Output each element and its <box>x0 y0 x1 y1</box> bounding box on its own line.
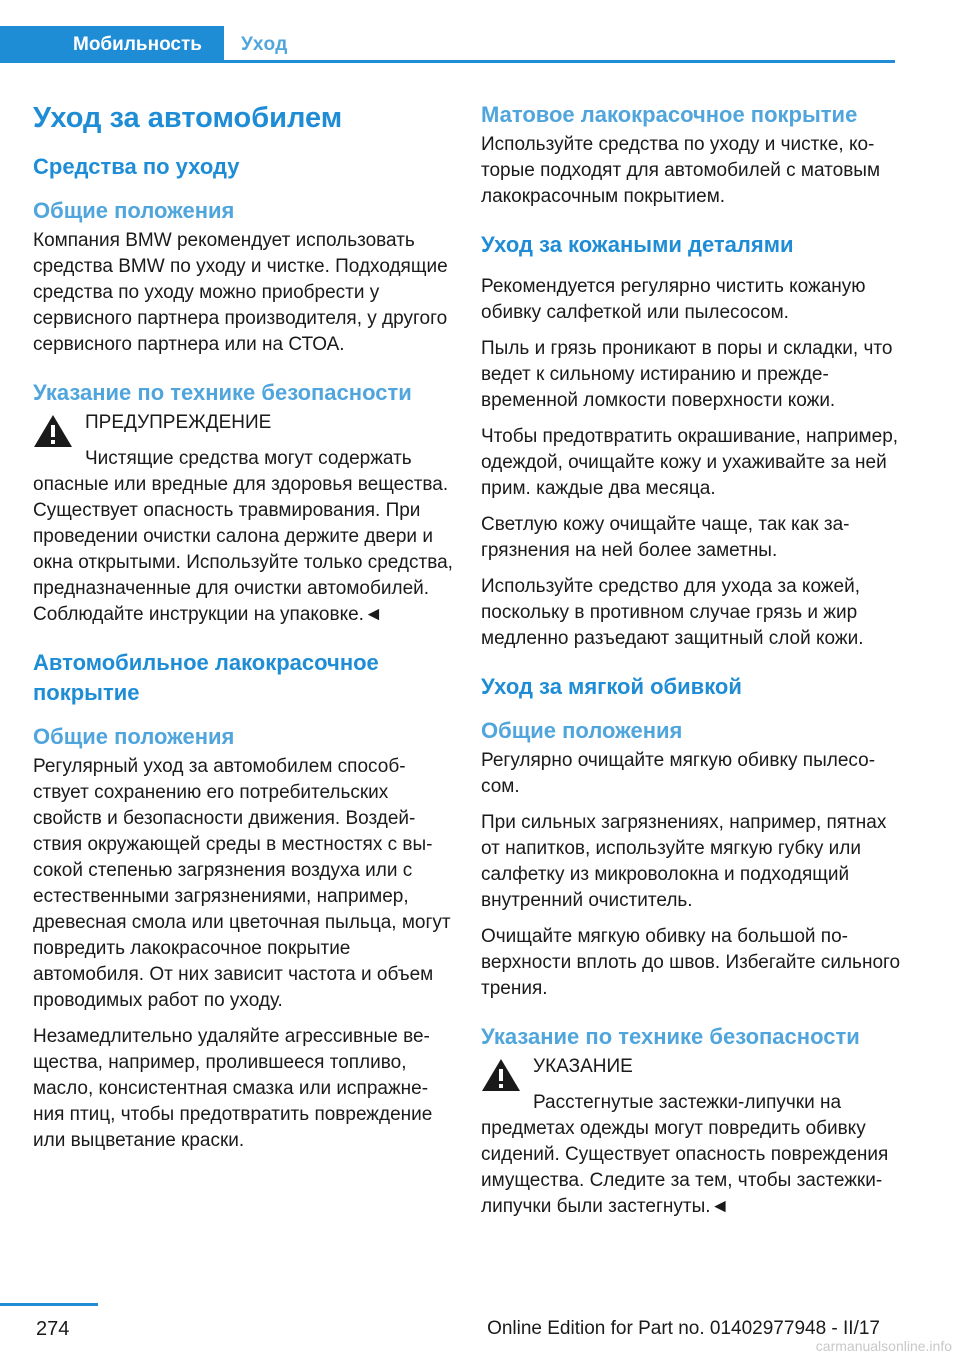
warning-block <box>33 410 453 628</box>
paragraph-soft-1: Регулярно очищайте мягкую обивку пылесосом. <box>481 750 876 797</box>
notice-text: Расстегнутые застежки-липучки на предметах одежды могут повредить обивку сидений. Существует опасность повреждения имущества. Следите за тем, чтобы застежки-липучки были застегнуты.◄ <box>481 1092 889 1217</box>
warning-label: ПРЕДУПРЕЖДЕНИЕ <box>85 412 272 433</box>
paragraph-leather-1: Рекомендуется регулярно чистить кожаную обивку салфеткой или пылесосом. <box>481 276 866 323</box>
paragraph-leather-4: Светлую кожу очищайте чаще, так как загрязнения на ней более заметны. <box>481 514 850 561</box>
paragraph-general: Компания BMW рекомендует использовать средства BMW по уходу и чистке. Подходящие средства по уходу можно приобрести у сервисного партнера производителя, у другого сервисного партнера или на СТОА. <box>33 230 448 355</box>
notice-label: УКАЗАНИЕ <box>533 1056 633 1077</box>
heading-safety: Указание по технике безопасности <box>33 380 412 405</box>
footer-rule <box>0 1303 98 1306</box>
right-column <box>481 100 901 1230</box>
heading-soft-upholstery: Уход за мягкой обивкой <box>481 674 742 699</box>
tab-mobility[interactable]: Мобильность <box>0 26 224 63</box>
edition-info: Online Edition for Part no. 01402977948 - II/17 <box>487 1318 880 1339</box>
paragraph-paint-2: Незамедлительно удаляйте агрессивные вещества, например, пролившееся топливо, масло, консистентная смазка или испражнения птиц, чтобы предотвратить повреждение или выцветание краски. <box>33 1026 433 1151</box>
heading-general-paint: Общие положения <box>33 724 235 749</box>
heading-safety-soft: Указание по технике безопасности <box>481 1024 860 1049</box>
header-rule <box>0 60 895 63</box>
header-bar <box>0 26 895 63</box>
notice-block <box>481 1054 901 1220</box>
warning-triangle-icon <box>481 1058 521 1092</box>
paragraph-leather-3: Чтобы предотвратить окрашивание, например, одеждой, очищайте кожу и ухаживайте за ней прим. каждые два месяца. <box>481 426 899 499</box>
page-title: Уход за автомобилем <box>33 102 343 134</box>
heading-leather: Уход за кожаными деталями <box>481 232 794 257</box>
warning-triangle-icon <box>33 414 73 448</box>
paragraph-soft-2: При сильных загрязнениях, например, пятнах от напитков, используйте мягкую губку или салфетку из микроволокна и подходящий внутренний очиститель. <box>481 812 887 911</box>
paragraph-leather-2: Пыль и грязь проникают в поры и складки, что ведет к сильному истиранию и преждевременной ломкости поверхности кожи. <box>481 338 893 411</box>
heading-general-soft: Общие положения <box>481 718 683 743</box>
paragraph-matte: Используйте средства по уходу и чистке, которые подходят для автомобилей с матовым лакокрасочным покрытием. <box>481 134 881 207</box>
warning-text: Чистящие средства могут содержать опасные или вредные для здоровья вещества. Существует опасность травмирования. При проведении очистки салона держите двери и окна открытыми. Используйте только средства, предназначенные для очистки автомобилей. Соблюдайте инструкции на упаковке.◄ <box>33 448 453 625</box>
watermark: carmanualsonline.info <box>815 1338 952 1354</box>
heading-matte-paint: Матовое лакокрасочное покрытие <box>481 102 858 127</box>
tab-care[interactable]: Уход <box>241 34 288 55</box>
heading-paint: Автомобильное лакокрасочное покрытие <box>33 650 379 705</box>
page-number: 274 <box>36 1318 70 1340</box>
paragraph-paint-1: Регулярный уход за автомобилем способствует сохранению его потребительских свойств и безопасности движения. Воздействия окружающей среды в местностях с высокой степенью загрязнения воздуха или с естественными загрязнениями, например, древесная смола или цветочная пыльца, могут повредить лакокрасочное покрытие автомобиля. От них зависит частота и объем проводимых работ по уходу. <box>33 756 451 1011</box>
heading-general: Общие положения <box>33 198 235 223</box>
paragraph-soft-3: Очищайте мягкую обивку на большой поверхности вплоть до швов. Избегайте сильного трения. <box>481 926 901 999</box>
paragraph-leather-5: Используйте средство для ухода за кожей, поскольку в противном случае грязь и жир медленно разъедают защитный слой кожи. <box>481 576 864 649</box>
heading-care-products: Средства по уходу <box>33 154 240 179</box>
left-column <box>33 100 453 1164</box>
